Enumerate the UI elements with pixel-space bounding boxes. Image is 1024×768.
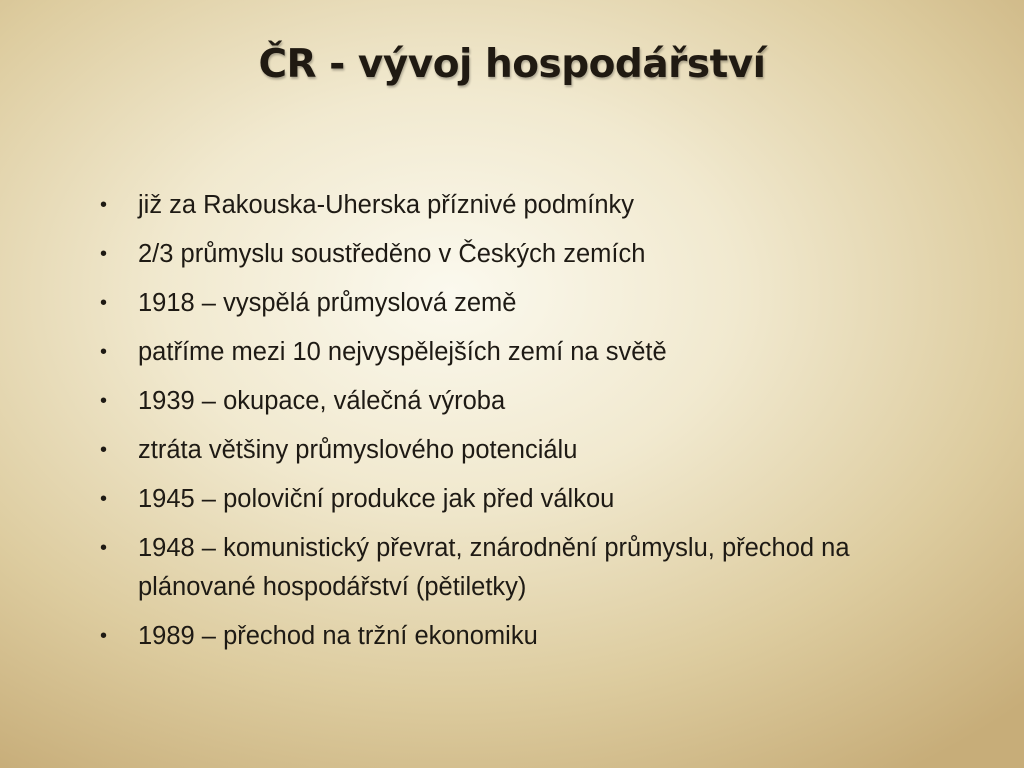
list-item bbox=[100, 235, 900, 274]
bullet-dot-icon: • bbox=[100, 390, 108, 412]
bullet-text: 1939 – okupace, válečná výroba bbox=[138, 387, 506, 415]
bullet-dot-icon: • bbox=[100, 243, 108, 265]
bullet-text: 1945 – poloviční produkce jak před válkou bbox=[138, 485, 615, 513]
bullet-text: 1948 – komunistický převrat, znárodnění průmyslu, přechod na plánované hospodářství (pětiletky) bbox=[138, 534, 850, 601]
bullet-dot-icon: • bbox=[100, 439, 108, 461]
bullet-dot-icon: • bbox=[100, 488, 108, 510]
bullet-dot-icon: • bbox=[100, 341, 108, 363]
list-item bbox=[100, 333, 900, 372]
bullet-text: již za Rakouska-Uherska příznivé podmínky bbox=[138, 191, 635, 219]
list-item bbox=[100, 480, 900, 519]
slide-title: ČR - vývoj hospodářství bbox=[258, 42, 766, 87]
bullet-dot-icon: • bbox=[100, 194, 108, 216]
bullet-text: 1989 – přechod na tržní ekonomiku bbox=[138, 622, 538, 650]
bullet-text: 2/3 průmyslu soustředěno v Českých zemích bbox=[138, 240, 646, 268]
bullet-dot-icon: • bbox=[100, 537, 108, 559]
bullet-text: 1918 – vyspělá průmyslová země bbox=[138, 289, 517, 317]
list-item bbox=[100, 284, 900, 323]
bullet-text: patříme mezi 10 nejvyspělejších zemí na světě bbox=[138, 338, 667, 366]
list-item bbox=[100, 431, 900, 470]
list-item bbox=[100, 529, 900, 607]
list-item bbox=[100, 186, 900, 225]
list-item bbox=[100, 382, 900, 421]
bullet-list bbox=[100, 186, 900, 666]
bullet-dot-icon: • bbox=[100, 292, 108, 314]
bullet-text: ztráta většiny průmyslového potenciálu bbox=[138, 436, 578, 464]
bullet-dot-icon: • bbox=[100, 625, 108, 647]
list-item bbox=[100, 617, 900, 656]
